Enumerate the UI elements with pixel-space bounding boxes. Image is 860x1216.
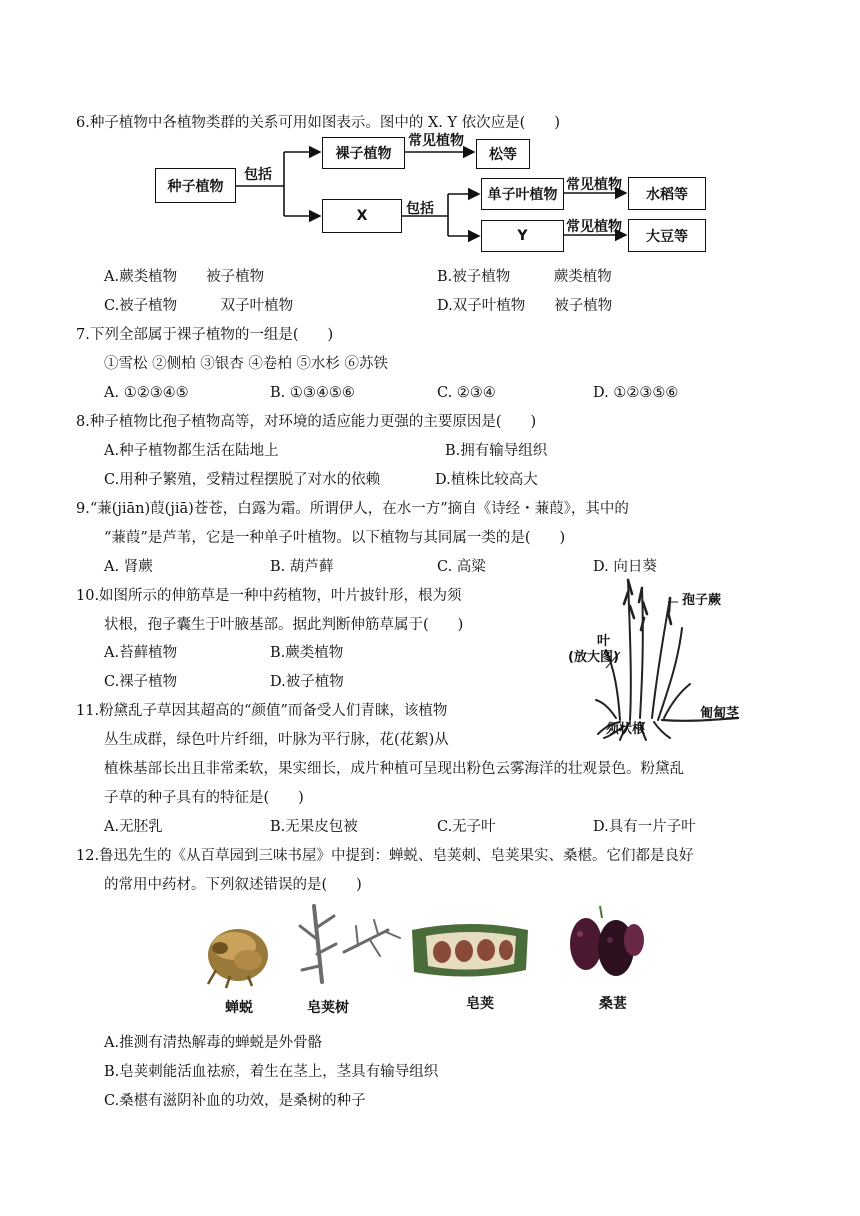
q11-option-c[interactable]: C.无子叶 <box>437 819 496 835</box>
q7-items: ①雪松 ②侧柏 ③银杏 ④卷柏 ⑤水杉 ⑥苏铁 <box>104 356 389 372</box>
q10-stem-line-2: 状根，孢子囊生于叶腋基部。据此判断伸筋草属于( ) <box>104 617 464 633</box>
q7-option-b[interactable]: B. ①③④⑤⑥ <box>270 385 355 401</box>
label-common-3: 常见植物 <box>566 219 622 235</box>
box-soybean: 大豆等 <box>628 219 706 252</box>
box-gymnosperms: 裸子植物 <box>322 137 405 169</box>
box-seed-plants: 种子植物 <box>155 168 236 203</box>
q7-option-a[interactable]: A. ①②③④⑤ <box>104 385 189 401</box>
q12-option-c[interactable]: C.桑椹有滋阴补血的功效，是桑树的种子 <box>104 1093 366 1109</box>
q9-option-b[interactable]: B. 葫芦藓 <box>270 559 334 575</box>
q9-option-c[interactable]: C. 高粱 <box>437 559 486 575</box>
q8-option-b[interactable]: B.拥有输导组织 <box>445 443 548 459</box>
medicine-illustrations <box>190 900 670 990</box>
label-include-1: 包括 <box>244 167 272 183</box>
q8-stem: 8.种子植物比孢子植物高等，对环境的适应能力更强的主要原因是( ) <box>76 414 537 430</box>
label-leaf-enlarged: (放大图) <box>568 650 619 665</box>
label-common-1: 常见植物 <box>408 133 464 149</box>
label-creeping-stem: 匍匐茎 <box>700 706 740 721</box>
q11-option-b[interactable]: B.无果皮包被 <box>270 819 358 835</box>
cicada-slough-image <box>208 929 268 988</box>
q11-stem-line-3: 植株基部长出且非常柔软，果实细长，成片种植可呈现出粉色云雾海洋的壮观景色。粉黛乱 <box>104 761 684 777</box>
honey-locust-thorn-image <box>300 906 400 982</box>
q8-option-a[interactable]: A.种子植物都生活在陆地上 <box>104 443 279 459</box>
q9-stem-line-1: 9.“蒹(jiān)葭(jiā)苍苍，白露为霜。所谓伊人，在水一方”摘自《诗经・蒹葭》，其中的 <box>76 501 629 517</box>
label-include-2: 包括 <box>406 201 434 217</box>
q12-stem-line-2: 的常用中药材。下列叙述错误的是( ) <box>104 877 362 893</box>
q10-option-d[interactable]: D.被子植物 <box>270 674 344 690</box>
q10-option-b[interactable]: B.蕨类植物 <box>270 645 344 661</box>
q6-option-b[interactable]: B.被子植物 蕨类植物 <box>437 269 612 285</box>
q7-option-c[interactable]: C. ②③④ <box>437 385 496 401</box>
q12-stem-line-1: 12.鲁迅先生的《从百草园到三味书屋》中提到：蝉蜕、皂荚刺、皂荚果实、桑椹。它们都是良好 <box>76 848 694 864</box>
q6-option-c[interactable]: C.被子植物 双子叶植物 <box>104 298 294 314</box>
caption-mulberry: 桑葚 <box>599 996 627 1012</box>
caption-honey-locust: 皂荚 <box>466 996 494 1012</box>
q11-stem-line-1: 11.粉黛乱子草因其超高的“颜值”而备受人们青睐，该植物 <box>76 703 448 719</box>
q10-stem-line-1: 10.如图所示的伸筋草是一种中药植物，叶片披针形，根为须 <box>76 588 462 604</box>
q11-option-d[interactable]: D.具有一片子叶 <box>593 819 696 835</box>
q9-option-a[interactable]: A. 肾蕨 <box>104 559 153 575</box>
label-leaf: 叶 <box>597 634 611 649</box>
q8-option-d[interactable]: D.植株比较高大 <box>435 472 538 488</box>
q6-option-d[interactable]: D.双子叶植物 被子植物 <box>437 298 613 314</box>
q8-option-c[interactable]: C.用种子繁殖，受精过程摆脱了对水的依赖 <box>104 472 381 488</box>
q6-stem: 6.种子植物中各植物类群的关系可用如图表示。图中的 X. Y 依次应是( ) <box>76 115 560 131</box>
q11-stem-line-2: 丛生成群，绿色叶片纤细，叶脉为平行脉，花(花絮)从 <box>104 732 449 748</box>
box-y: Y <box>481 220 564 252</box>
label-fibrous-root: 须状根 <box>606 722 646 737</box>
mulberry-image <box>570 906 644 976</box>
q12-option-a[interactable]: A.推测有清热解毒的蝉蜕是外骨骼 <box>104 1035 323 1051</box>
q11-option-a[interactable]: A.无胚乳 <box>104 819 163 835</box>
q10-option-c[interactable]: C.裸子植物 <box>104 674 178 690</box>
q7-option-d[interactable]: D. ①②③⑤⑥ <box>593 385 679 401</box>
q9-stem-line-2: “蒹葭”是芦苇，它是一种单子叶植物。以下植物与其同属一类的是( ) <box>104 530 566 546</box>
box-rice: 水稻等 <box>628 177 706 210</box>
q7-stem: 7.下列全部属于裸子植物的一组是( ) <box>76 327 334 343</box>
q12-option-b[interactable]: B.皂荚刺能活血祛瘀，着生在茎上，茎具有输导组织 <box>104 1064 439 1080</box>
q6-option-a[interactable]: A.蕨类植物 被子植物 <box>104 269 265 285</box>
box-monocots: 单子叶植物 <box>481 178 564 210</box>
caption-cicada-slough: 蝉蜕 <box>225 1000 253 1016</box>
q11-stem-line-4: 子草的种子具有的特征是( ) <box>104 790 304 806</box>
box-x: X <box>322 199 402 233</box>
box-pine: 松等 <box>476 139 530 169</box>
q10-option-a[interactable]: A.苔藓植物 <box>104 645 178 661</box>
caption-honey-locust-tree: 皂荚树 <box>307 1000 349 1016</box>
label-spore-spike: 孢子蕨 <box>682 593 722 608</box>
label-common-2: 常见植物 <box>566 177 622 193</box>
honey-locust-pod-image <box>412 924 528 977</box>
q9-option-d[interactable]: D. 向日葵 <box>593 559 657 575</box>
